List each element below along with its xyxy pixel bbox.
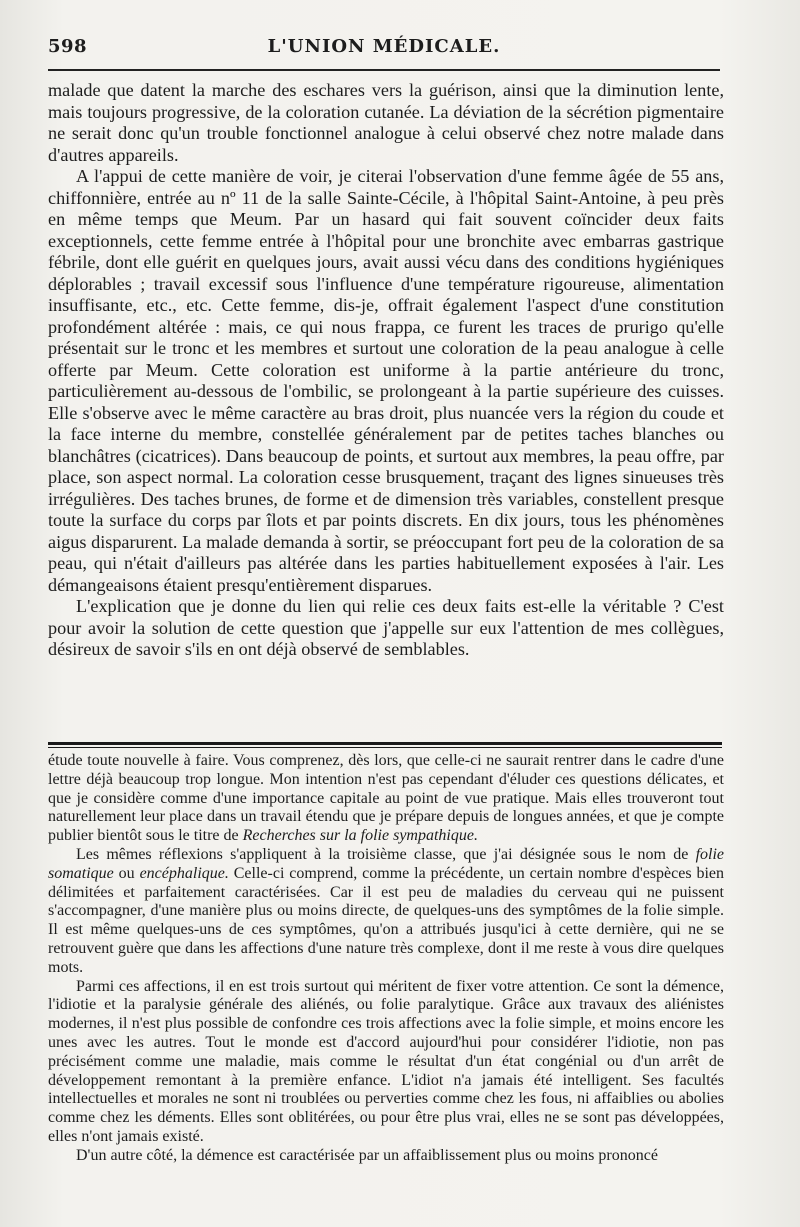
running-title: L'UNION MÉDICALE.: [267, 36, 501, 57]
paragraph-reflexions: [48, 846, 724, 978]
paragraph-reflexions-text-3: Celle-ci comprend, comme la précédente, un certain nombre d'espèces bien délimitées et parfaitement caractérisées. Car il est peu de maladies du cerveau qui ne puissent s'accompagner, d'une manière plus ou moins directe, de quelques-uns des symptômes de la folie simple. Il est même quelques-uns de ces symptômes, qu'on a attribués jusqu'ici à cette dernière, qui ne se retrouvent guère que dans les affections d'une nature très complexe, dont il me reste à vous dire quelques mots.: [48, 864, 724, 976]
section-separator-thin: [48, 747, 722, 748]
bottom-section: [48, 752, 724, 1166]
top-section: [48, 80, 724, 661]
term-folie-somatique: folie somatique: [48, 845, 724, 882]
page-number: 598: [48, 36, 88, 57]
paragraph-demence: D'un autre côté, la démence est caractérisée par un affaiblissement plus ou moins prononcé: [76, 1146, 658, 1164]
header-rule: [48, 69, 720, 71]
paragraph-reflexions-text-1: Les mêmes réflexions s'appliquent à la troisième classe, que j'ai désignée sous le nom de: [76, 845, 696, 863]
paragraph-etude-text: étude toute nouvelle à faire. Vous comprenez, dès lors, que celle-ci ne saurait rentrer dans le cadre d'une lettre déjà beaucoup trop longue. Mon intention n'est pas cependant d'éluder ces questions délicates, et que je considère comme d'une importance capitale au point de vue pratique. Mais elles trouveront tout naturellement leur place dans un travail étendu que je prépare depuis de longues années, et que je compte publier bientôt sous le titre de: [48, 752, 724, 845]
term-encephalique: encéphalique.: [139, 864, 229, 882]
section-separator-thick: [48, 742, 722, 745]
page-header: [48, 36, 720, 66]
book-title: Recherches sur la folie sympathique.: [242, 827, 478, 845]
paragraph-observation: A l'appui de cette manière de voir, je citerai l'observation d'une femme âgée de 55 ans, chiffonnière, entrée au nº 11 de la salle Sainte-Cécile, à l'hôpital Saint-Antoine, à peu près en même temps que Meum. Par un hasard qui fait souvent coïncider deux faits exceptionnels, cette femme entrée à l'hôpital pour une bronchite avec embarras gastrique fébrile, dont elle guérit en quelques jours, avait aussi vécu dans des conditions hygiéniques déplorables ; travail excessif sous l'influence d'une température rigoureuse, alimentation insuffisante, etc., etc. Cette femme, dis-je, offrait également l'aspect d'une constitution profondément altérée : mais, ce qui nous frappa, ce furent les traces de prurigo qu'elle présentait sur le tronc et les membres et surtout une coloration de la peau analogue à celle offerte par Meum. Cette coloration est uniforme à la partie antérieure du tronc, particulièrement au-dessous de l'ombilic, se prolongeant à la partie supérieure des cuisses. Elle s'observe avec le même caractère au bras droit, plus nuancée vers la région du coude et la face interne du membre, constellée généralement par de petites taches blanches ou blanchâtres (cicatrices). Dans beaucoup de points, et surtout aux membres, la peau offre, par place, son aspect normal. La coloration cesse brusquement, traçant des lignes sinueuses très irrégulières. Des taches brunes, de forme et de dimension très variables, constellent presque toute la surface du corps par îlots et par points discrets. En dix jours, tous les phénomènes aigus disparurent. La malade demanda à sortir, se préoccupant fort peu de la coloration de sa peau, qui n'était d'ailleurs pas altérée dans les parties habituellement exposées à l'air. Les démangeaisons étaient presqu'entièrement disparues.: [48, 166, 724, 595]
paragraph-etude: [48, 752, 724, 846]
paragraph-reflexions-text-2: ou: [113, 864, 140, 882]
paragraph-affections: Parmi ces affections, il en est trois surtout qui méritent de fixer votre attention. Ce sont la démence, l'idiotie et la paralysie générale des aliénés, ou folie paralytique. Grâce aux travaux des aliénistes modernes, il n'est plus possible de confondre ces trois affections avec la folie simple, et moins encore les unes avec les autres. Tout le monde est d'accord aujourd'hui pour considérer l'idiotie, non pas précisément comme une maladie, mais comme le résultat d'un état congénial ou d'un arrêt de développement remontant à la première enfance. L'idiot n'a jamais été intelligent. Ses facultés intellectuelles et morales ne sont ni troublées ou perverties comme chez les fous, ni affaiblies ou abolies comme chez les déments. Elles sont oblitérées, ou pour être plus vrai, elles ne se sont pas développées, elles n'ont jamais existé.: [48, 977, 724, 1145]
paragraph-continuation: malade que datent la marche des eschares vers la guérison, ainsi que la diminution lente, mais toujours progressive, de la coloration cutanée. La déviation de la sécrétion pigmentaire ne serait donc qu'un trouble fonctionnel analogue à celui observé chez notre malade dans d'autres appareils.: [48, 80, 724, 165]
paragraph-explanation: L'explication que je donne du lien qui relie ces deux faits est-elle la véritable ? C'est pour avoir la solution de cette question que j'appelle sur eux l'attention de mes collègues, désireux de savoir s'ils en ont déjà observé de semblables.: [48, 596, 724, 659]
